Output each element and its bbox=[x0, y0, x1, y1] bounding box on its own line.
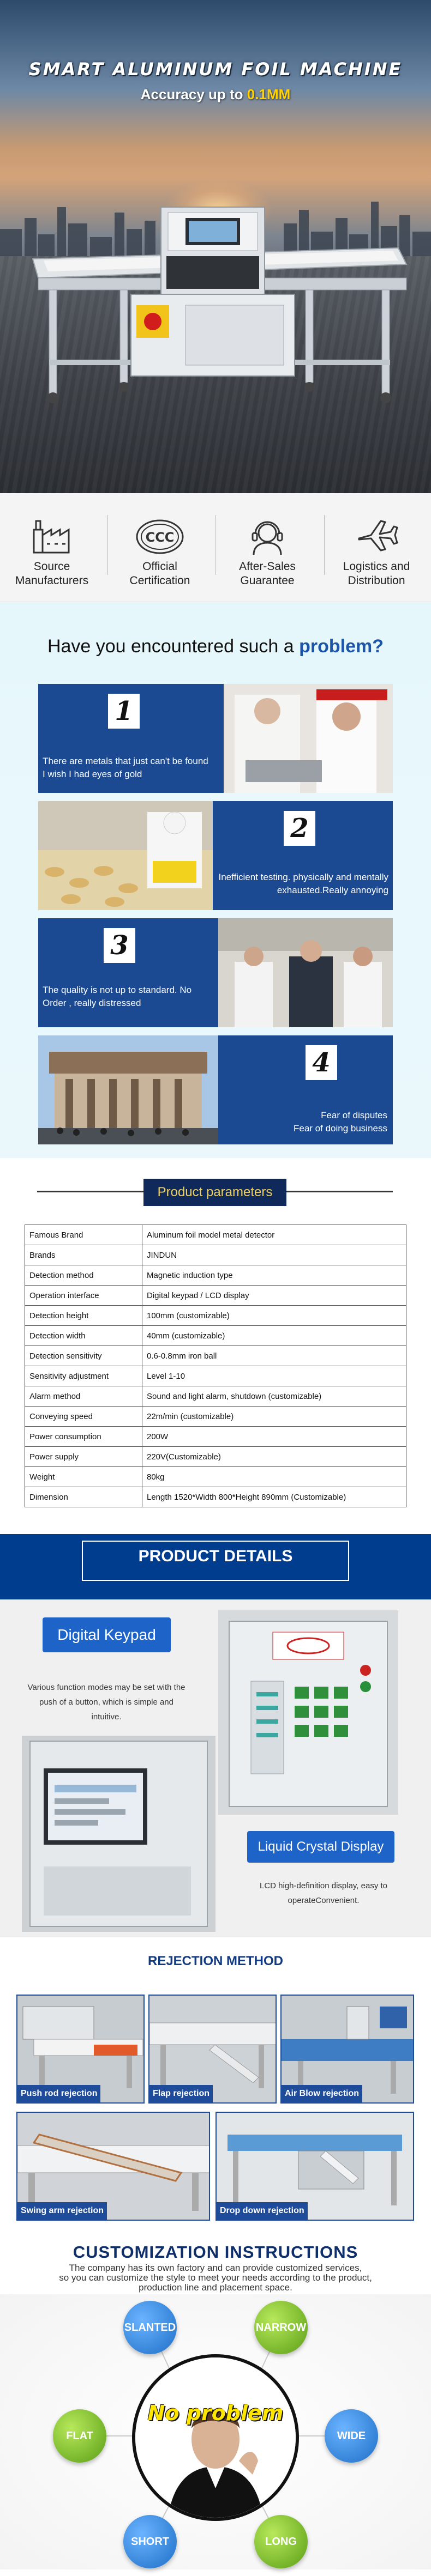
lcd-display-title: Liquid Crystal Display bbox=[247, 1831, 394, 1863]
subtitle-prefix: Accuracy up to bbox=[140, 86, 247, 102]
banner-title: PRODUCT DETAILS bbox=[138, 1547, 293, 1565]
parameter-name: Detection height bbox=[25, 1306, 142, 1326]
problem-number: 4 bbox=[306, 1045, 337, 1080]
parameter-row bbox=[25, 1245, 406, 1265]
customization-text-2: so you can customize the style to meet your needs according to the product, bbox=[59, 2272, 372, 2283]
parameter-name: Dimension bbox=[25, 1487, 142, 1507]
keypad-photo bbox=[218, 1610, 398, 1815]
problem-text-line-1: The quality is not up to standard. No bbox=[43, 985, 192, 995]
problem-text-line-2: Order , really distressed bbox=[43, 998, 141, 1008]
parameter-value: 200W bbox=[142, 1427, 406, 1447]
problem-section bbox=[0, 602, 431, 1158]
problem-card bbox=[38, 1035, 393, 1144]
parameter-value: Digital keypad / LCD display bbox=[142, 1286, 406, 1306]
parameter-row bbox=[25, 1326, 406, 1346]
customization-section bbox=[0, 2242, 431, 2576]
airplane-icon bbox=[352, 515, 401, 559]
customization-stage bbox=[0, 2294, 431, 2569]
parameter-name: Detection method bbox=[25, 1265, 142, 1286]
parameter-row bbox=[25, 1366, 406, 1386]
parameters-table bbox=[25, 1225, 406, 1507]
problem-text-line-1: Inefficient testing. physically and mentally bbox=[218, 872, 388, 882]
problem-text-line-2: exhausted.Really annoying bbox=[277, 885, 388, 895]
feature-divider bbox=[324, 515, 325, 575]
parameter-value: Level 1-10 bbox=[142, 1366, 406, 1386]
rejection-caption: Drop down rejection bbox=[217, 2202, 308, 2220]
customization-title: CUSTOMIZATION INSTRUCTIONS bbox=[73, 2242, 358, 2262]
metal-detector-machine-illustration bbox=[22, 196, 415, 414]
customization-description bbox=[0, 2263, 431, 2293]
parameter-name: Detection sensitivity bbox=[25, 1346, 142, 1366]
parameter-name: Power consumption bbox=[25, 1427, 142, 1447]
svg-text:CCC: CCC bbox=[145, 530, 175, 545]
parameter-value: 40mm (customizable) bbox=[142, 1326, 406, 1346]
problem-text-line-2: Fear of doing business bbox=[294, 1123, 387, 1134]
rejection-card-flap bbox=[148, 1995, 277, 2104]
parameter-row bbox=[25, 1447, 406, 1467]
parameter-name: Weight bbox=[25, 1467, 142, 1487]
problem-title bbox=[0, 636, 431, 657]
parameter-value: Aluminum foil model metal detector bbox=[142, 1225, 406, 1245]
rejection-card-air-blow bbox=[280, 1995, 414, 2104]
parameter-value: Length 1520*Width 800*Height 890mm (Customizable) bbox=[142, 1487, 406, 1507]
option-wide: WIDE bbox=[325, 2409, 378, 2463]
parameter-name: Brands bbox=[25, 1245, 142, 1265]
parameter-name: Conveying speed bbox=[25, 1407, 142, 1427]
product-details-section bbox=[0, 1599, 431, 1937]
digital-keypad-description: Various function modes may be set with the push of a button, which is simple and intuitive. bbox=[27, 1683, 185, 1722]
customization-text-3: production line and placement space. bbox=[139, 2282, 292, 2293]
features-bar bbox=[0, 493, 431, 602]
problem-number: 2 bbox=[284, 811, 315, 846]
problem-number: 1 bbox=[108, 694, 140, 729]
hero-subtitle bbox=[0, 86, 431, 103]
parameter-value: 80kg bbox=[142, 1467, 406, 1487]
parameter-name: Alarm method bbox=[25, 1386, 142, 1407]
feature-label-1: After-Sales bbox=[239, 560, 296, 573]
problem-text-line-2: I wish I had eyes of gold bbox=[43, 769, 142, 779]
problem-text bbox=[43, 984, 217, 1010]
feature-label-2: Distribution bbox=[348, 574, 405, 587]
feature-source-manufacturers bbox=[3, 515, 101, 586]
problem-text bbox=[207, 871, 388, 897]
problem-text bbox=[43, 755, 223, 781]
parameter-row bbox=[25, 1386, 406, 1407]
parameter-row bbox=[25, 1225, 406, 1245]
parameter-name: Operation interface bbox=[25, 1286, 142, 1306]
rejection-caption: Flap rejection bbox=[149, 2085, 213, 2102]
no-problem-portrait bbox=[132, 2354, 299, 2521]
option-slanted: SLANTED bbox=[123, 2301, 177, 2354]
parameter-value: 22m/min (customizable) bbox=[142, 1407, 406, 1427]
problem-title-accent: problem? bbox=[299, 636, 384, 657]
headset-support-icon bbox=[243, 515, 292, 559]
parameter-value: 220V(Customizable) bbox=[142, 1447, 406, 1467]
problem-text bbox=[218, 1109, 387, 1135]
params-title: Product parameters bbox=[143, 1179, 286, 1206]
lcd-photo bbox=[22, 1736, 216, 1932]
hero-title: SMART ALUMINUM FOIL MACHINE bbox=[28, 59, 403, 80]
parameter-row bbox=[25, 1306, 406, 1326]
parameter-row bbox=[25, 1346, 406, 1366]
parameter-name: Famous Brand bbox=[25, 1225, 142, 1245]
factory-icon bbox=[27, 515, 76, 559]
feature-label-1: Source bbox=[33, 560, 70, 573]
rejection-title: REJECTION METHOD bbox=[147, 1954, 283, 1968]
parameter-value: Sound and light alarm, shutdown (customizable) bbox=[142, 1386, 406, 1407]
hero-banner bbox=[0, 0, 431, 493]
problem-card bbox=[38, 684, 393, 793]
rejection-caption: Push rod rejection bbox=[17, 2085, 100, 2102]
parameter-name: Detection width bbox=[25, 1326, 142, 1346]
customization-text-1: The company has its own factory and can provide customized services, bbox=[69, 2263, 362, 2273]
rejection-caption: Swing arm rejection bbox=[17, 2202, 107, 2220]
parameter-value: 0.6-0.8mm iron ball bbox=[142, 1346, 406, 1366]
problem-photo bbox=[38, 801, 213, 910]
rejection-card-drop-down bbox=[216, 2112, 414, 2221]
digital-keypad-title: Digital Keypad bbox=[43, 1617, 171, 1652]
parameter-row bbox=[25, 1407, 406, 1427]
parameter-value: Magnetic induction type bbox=[142, 1265, 406, 1286]
parameter-row bbox=[25, 1286, 406, 1306]
feature-official-certification bbox=[111, 515, 209, 586]
title-rule-right bbox=[286, 1191, 393, 1192]
problem-photo bbox=[38, 1035, 218, 1144]
problem-card bbox=[38, 918, 393, 1027]
certification-badge-icon bbox=[135, 515, 184, 559]
parameter-row bbox=[25, 1427, 406, 1447]
feature-label-2: Guarantee bbox=[240, 574, 295, 587]
problem-number: 3 bbox=[104, 928, 135, 963]
subtitle-accent: 0.1MM bbox=[247, 86, 291, 102]
feature-after-sales-guarantee bbox=[218, 515, 316, 586]
product-details-banner bbox=[0, 1534, 431, 1599]
parameter-name: Sensitivity adjustment bbox=[25, 1366, 142, 1386]
parameter-row bbox=[25, 1487, 406, 1507]
problem-card bbox=[38, 801, 393, 910]
option-short: SHORT bbox=[123, 2515, 177, 2568]
problem-title-prefix: Have you encountered such a bbox=[47, 636, 300, 657]
feature-label-2: Manufacturers bbox=[15, 574, 89, 587]
parameter-name: Power supply bbox=[25, 1447, 142, 1467]
rejection-card-push-rod bbox=[16, 1995, 145, 2104]
feature-logistics-distribution bbox=[327, 515, 426, 586]
feature-label-1: Official bbox=[142, 560, 177, 573]
rejection-caption: Air Blow rejection bbox=[282, 2085, 362, 2102]
problem-photo bbox=[224, 684, 393, 793]
problem-text-line-1: Fear of disputes bbox=[321, 1110, 387, 1120]
parameter-value: JINDUN bbox=[142, 1245, 406, 1265]
title-rule-left bbox=[37, 1191, 143, 1192]
rejection-method-section bbox=[0, 1937, 431, 2242]
parameter-row bbox=[25, 1467, 406, 1487]
parameter-value: 100mm (customizable) bbox=[142, 1306, 406, 1326]
option-narrow: NARROW bbox=[254, 2301, 308, 2354]
option-long: LONG bbox=[254, 2515, 308, 2568]
lcd-display-description: LCD high-definition display, easy to operateConvenient. bbox=[259, 1881, 388, 1905]
feature-label-1: Logistics and bbox=[343, 560, 410, 573]
no-problem-label: No problem bbox=[147, 2401, 284, 2425]
problem-photo bbox=[218, 918, 393, 1027]
feature-label-2: Certification bbox=[129, 574, 190, 587]
product-parameters-section bbox=[0, 1158, 431, 1534]
feature-divider bbox=[107, 515, 108, 575]
problem-text-line-1: There are metals that just can't be found bbox=[43, 756, 208, 766]
parameter-row bbox=[25, 1265, 406, 1286]
rejection-card-swing-arm bbox=[16, 2112, 210, 2221]
option-flat: FLAT bbox=[53, 2409, 106, 2463]
